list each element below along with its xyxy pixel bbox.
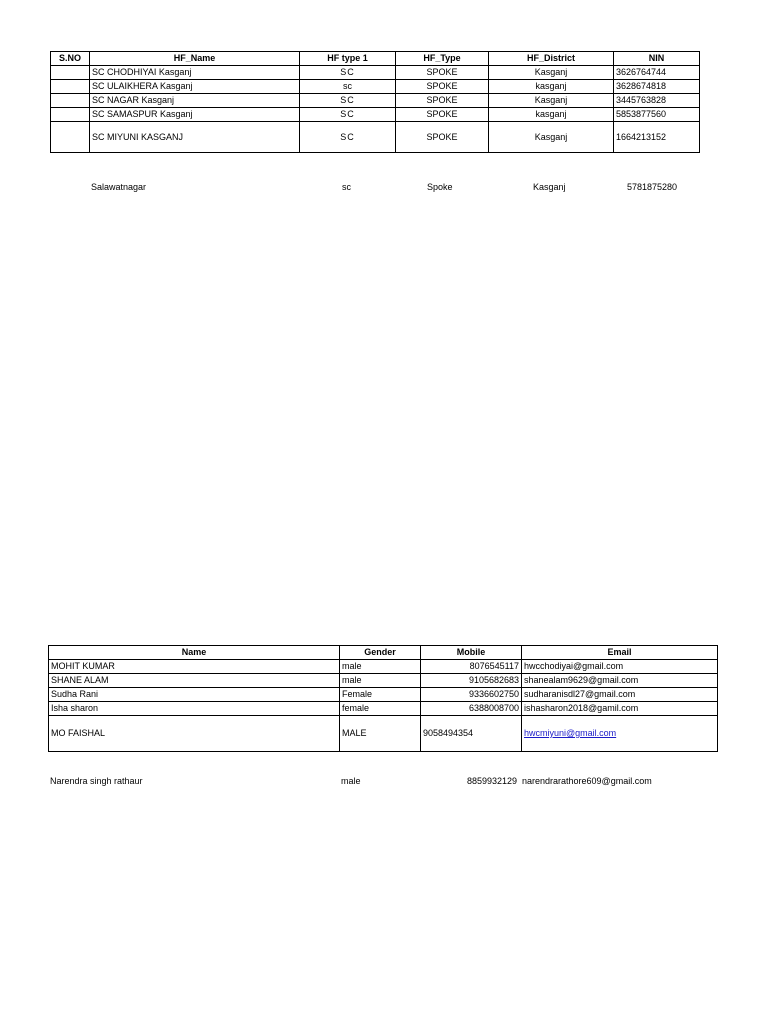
cell-gender: male <box>340 660 421 674</box>
cell-email <box>522 716 718 752</box>
extra-hf-district: Kasganj <box>533 182 566 192</box>
cell-gender: male <box>340 674 421 688</box>
cell-email: sudharanisdl27@gmail.com <box>522 688 718 702</box>
cell-hf-type: SPOKE <box>396 80 489 94</box>
cell-gender: Female <box>340 688 421 702</box>
cell-hf-district: Kasganj <box>489 122 614 153</box>
cell-hf-type-1: SC <box>300 66 396 80</box>
table-row <box>51 108 700 122</box>
cell-email: hwcchodiyai@gmail.com <box>522 660 718 674</box>
cell-hf-type: SPOKE <box>396 94 489 108</box>
cell-name: MOHIT KUMAR <box>49 660 340 674</box>
column-header-email: Email <box>522 646 718 660</box>
extra-hf-nin: 5781875280 <box>627 182 678 192</box>
cell-mobile: 8076545117 <box>421 660 522 674</box>
cell-gender: MALE <box>340 716 421 752</box>
cell-nin: 3628674818 <box>614 80 700 94</box>
cell-hf-name: SC ULAIKHERA Kasganj <box>90 80 300 94</box>
cell-hf-type-1: SC <box>300 108 396 122</box>
cell-sno <box>51 80 90 94</box>
cell-hf-name: SC CHODHIYAI Kasganj <box>90 66 300 80</box>
table-row <box>51 94 700 108</box>
cell-hf-district: Kasganj <box>489 66 614 80</box>
cell-hf-type: SPOKE <box>396 66 489 80</box>
cell-sno <box>51 94 90 108</box>
cell-hf-district: Kasganj <box>489 94 614 108</box>
cell-hf-type: SPOKE <box>396 122 489 153</box>
cell-sno <box>51 108 90 122</box>
extra-staff-email: narendrarathore609@gmail.com <box>522 776 652 786</box>
column-header-gender: Gender <box>340 646 421 660</box>
cell-name: Sudha Rani <box>49 688 340 702</box>
table-row <box>49 674 718 688</box>
extra-staff-mobile: 8859932129 <box>467 776 518 786</box>
extra-hf-name: Salawatnagar <box>91 182 147 192</box>
cell-hf-type-1: SC <box>300 94 396 108</box>
cell-email: shanealam9629@gmail.com <box>522 674 718 688</box>
cell-name: SHANE ALAM <box>49 674 340 688</box>
cell-sno <box>51 122 90 153</box>
cell-nin: 3626764744 <box>614 66 700 80</box>
column-header-name: Name <box>49 646 340 660</box>
column-header-hf-type-1: HF type 1 <box>300 52 396 66</box>
column-header-mobile: Mobile <box>421 646 522 660</box>
table-header-row <box>51 52 700 66</box>
column-header-hf-district: HF_District <box>489 52 614 66</box>
table-row <box>51 80 700 94</box>
table-row <box>49 660 718 674</box>
cell-hf-district: kasganj <box>489 108 614 122</box>
table-row <box>51 66 700 80</box>
cell-gender: female <box>340 702 421 716</box>
email-link[interactable]: hwcmiyuni@gmail.com <box>524 728 617 738</box>
extra-staff-name: Narendra singh rathaur <box>50 776 143 786</box>
cell-mobile: 9105682683 <box>421 674 522 688</box>
cell-hf-name: SC MIYUNI KASGANJ <box>90 122 300 153</box>
cell-mobile: 9336602750 <box>421 688 522 702</box>
column-header-hf-type: HF_Type <box>396 52 489 66</box>
column-header-hf-name: HF_Name <box>90 52 300 66</box>
extra-staff-gender: male <box>341 776 361 786</box>
cell-nin: 5853877560 <box>614 108 700 122</box>
cell-nin: 1664213152 <box>614 122 700 153</box>
column-header-nin: NIN <box>614 52 700 66</box>
cell-mobile: 6388008700 <box>421 702 522 716</box>
cell-hf-type-1: sc <box>300 80 396 94</box>
extra-hf-type-1: sc <box>342 182 351 192</box>
column-header-sno: S.NO <box>51 52 90 66</box>
health-facility-table <box>50 51 700 153</box>
cell-hf-district: kasganj <box>489 80 614 94</box>
cell-hf-type: SPOKE <box>396 108 489 122</box>
cell-nin: 3445763828 <box>614 94 700 108</box>
cell-hf-name: SC SAMASPUR Kasganj <box>90 108 300 122</box>
table-row <box>49 716 718 752</box>
table-row <box>49 702 718 716</box>
cell-hf-type-1: SC <box>300 122 396 153</box>
table-row <box>51 122 700 153</box>
staff-table <box>48 645 718 752</box>
cell-name: MO FAISHAL <box>49 716 340 752</box>
cell-mobile: 9058494354 <box>421 716 522 752</box>
table-header-row <box>49 646 718 660</box>
cell-sno <box>51 66 90 80</box>
cell-email: ishasharon2018@gamil.com <box>522 702 718 716</box>
cell-name: Isha sharon <box>49 702 340 716</box>
table-row <box>49 688 718 702</box>
cell-hf-name: SC NAGAR Kasganj <box>90 94 300 108</box>
extra-hf-type: Spoke <box>427 182 453 192</box>
